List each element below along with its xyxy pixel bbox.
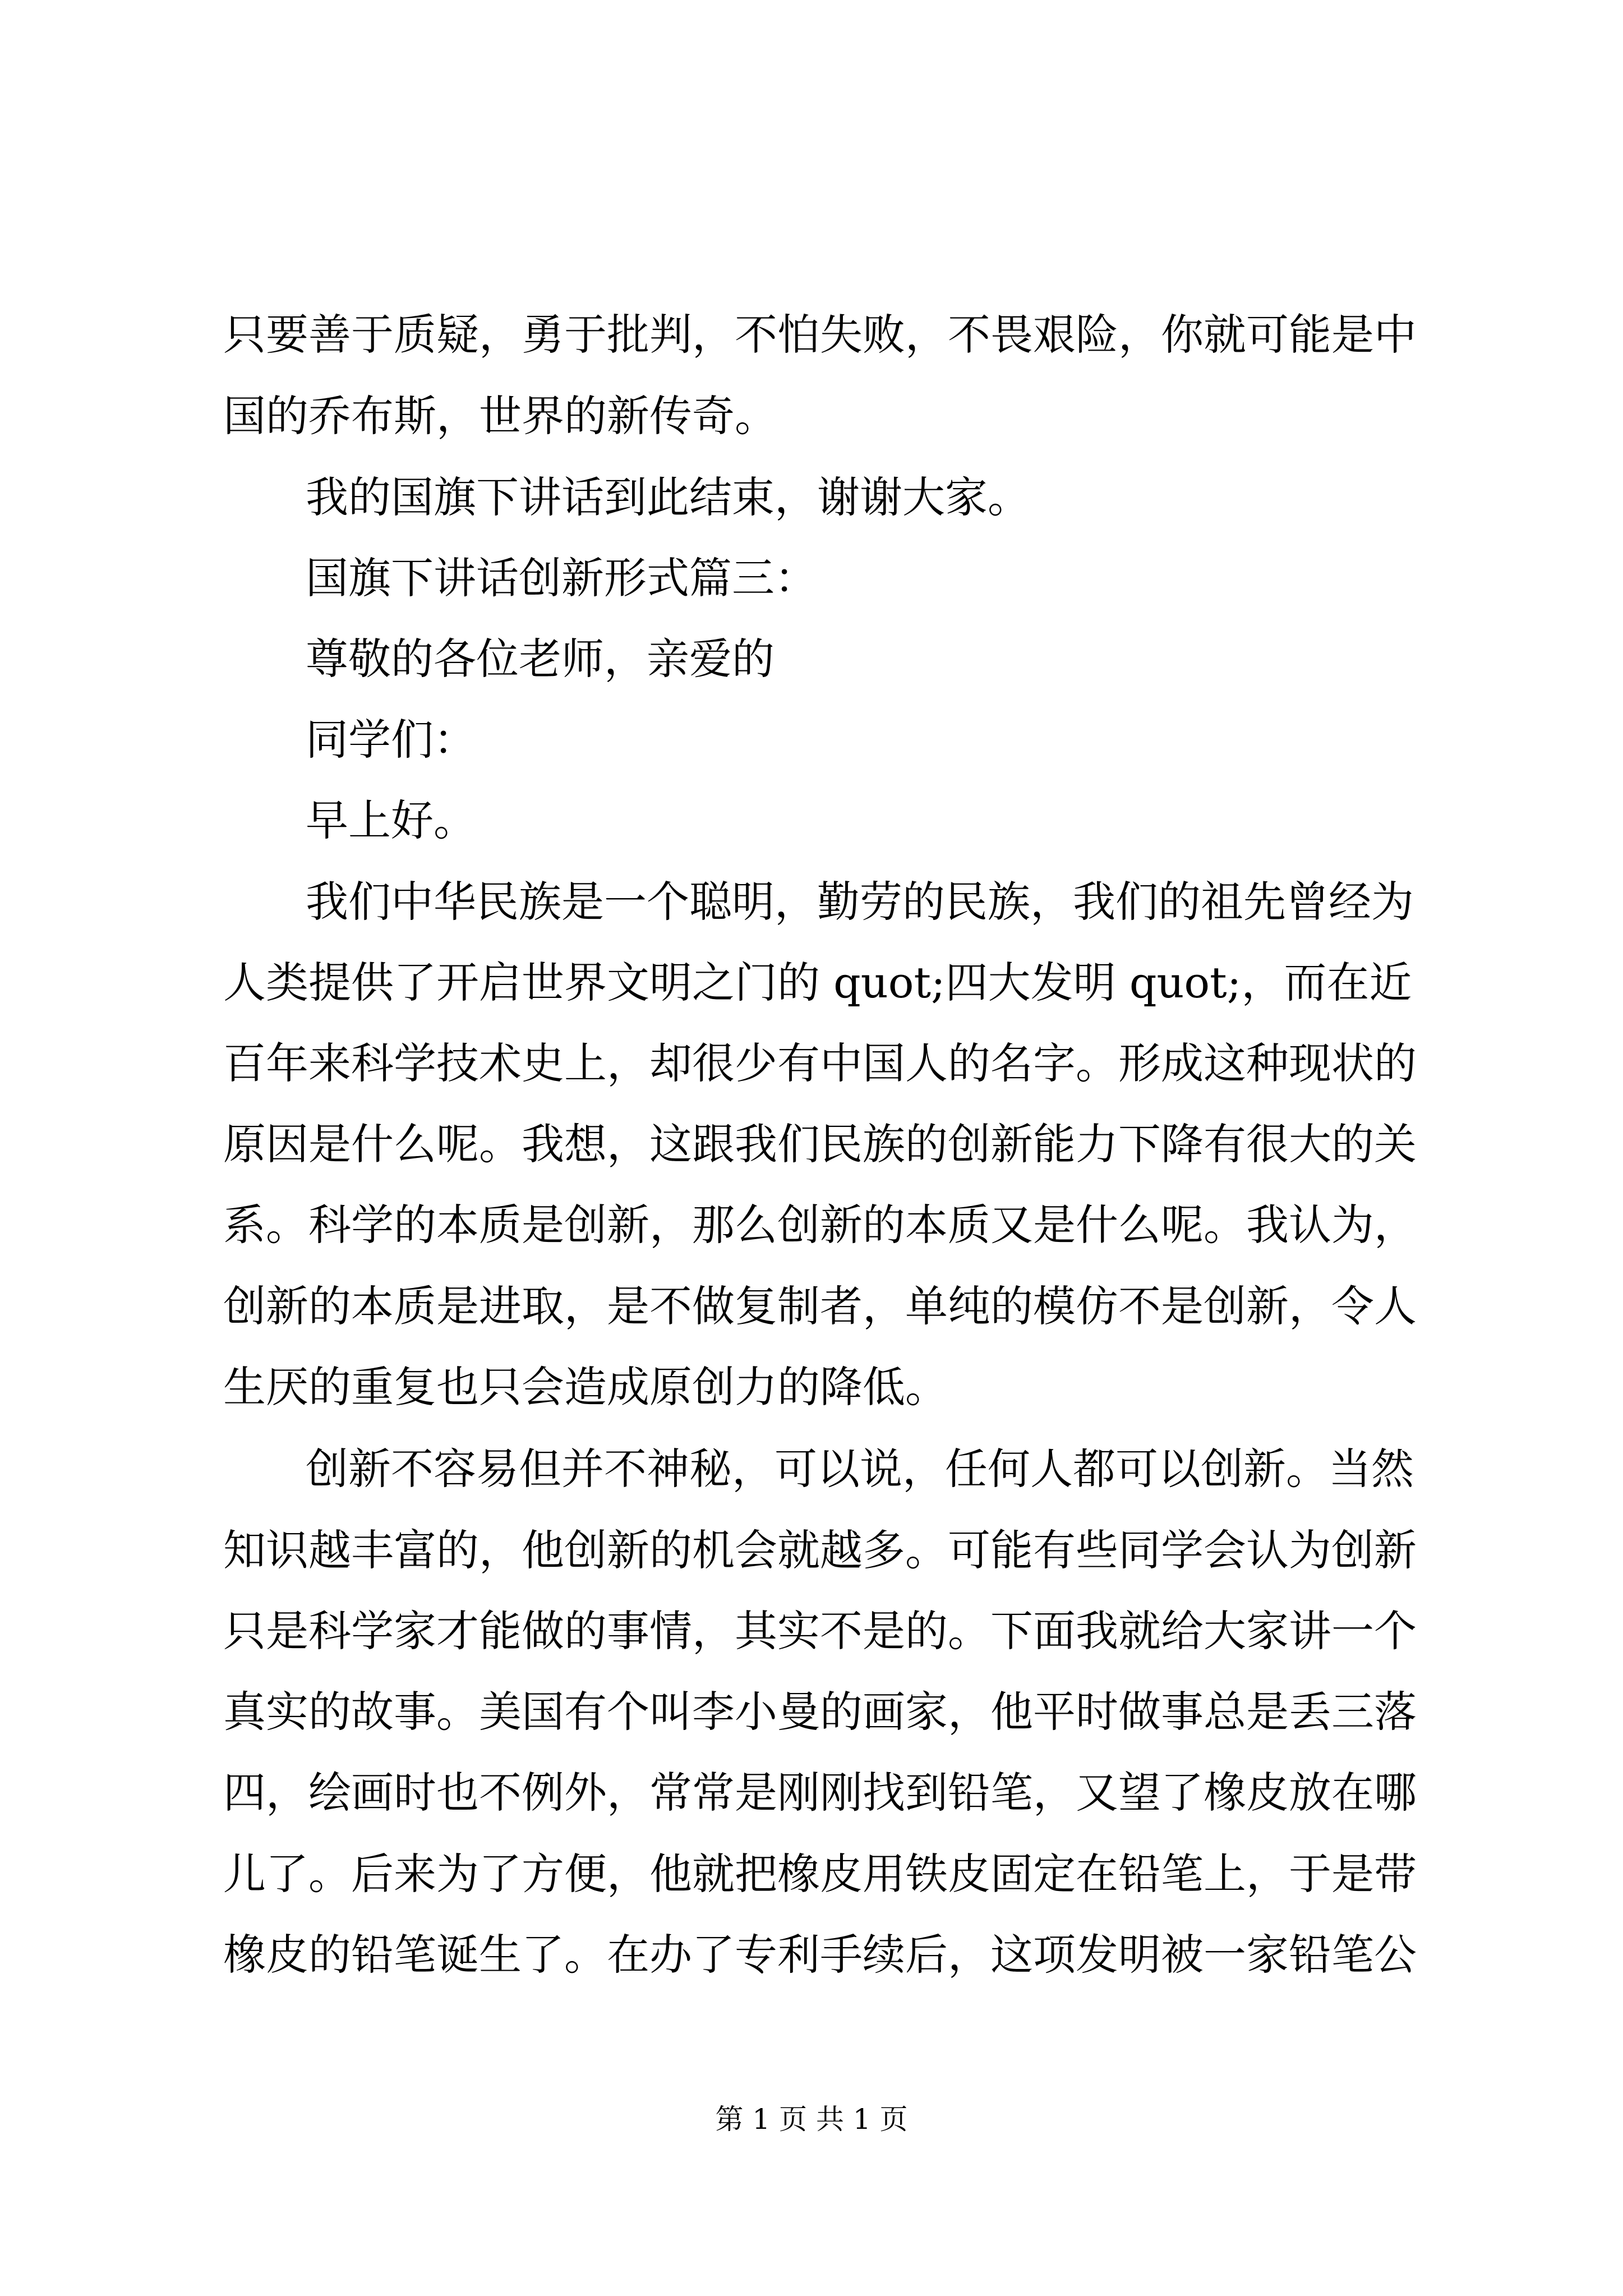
text-line: 只要善于质疑，勇于批判，不怕失败，不畏艰险，你就可能是中 — [223, 310, 1417, 360]
salutation-line: 同学们： — [306, 715, 476, 765]
text-line: 儿了。后来为了方便，他就把橡皮用铁皮固定在铅笔上，于是带 — [223, 1849, 1417, 1899]
text-line: 只是科学家才能做的事情，其实不是的。下面我就给大家讲一个 — [223, 1606, 1417, 1656]
text-line: 橡皮的铅笔诞生了。在办了专利手续后，这项发明被一家铅笔公 — [223, 1930, 1417, 1980]
salutation-line: 尊敬的各位老师，亲爱的 — [306, 634, 774, 684]
text-line: 系。科学的本质是创新，那么创新的本质又是什么呢。我认为， — [223, 1200, 1417, 1250]
greeting-line: 早上好。 — [306, 795, 476, 845]
section-heading: 国旗下讲话创新形式篇三： — [306, 553, 817, 603]
text-line: 我的国旗下讲话到此结束，谢谢大家。 — [306, 472, 1030, 522]
text-line: 创新的本质是进取，是不做复制者，单纯的模仿不是创新，令人 — [223, 1281, 1417, 1331]
text-line: 人类提供了开启世界文明之门的 quot;四大发明 quot;，而在近 — [223, 958, 1412, 1007]
text-line: 原因是什么呢。我想，这跟我们民族的创新能力下降有很大的关 — [223, 1119, 1417, 1169]
text-line: 生厌的重复也只会造成原创力的降低。 — [223, 1362, 948, 1412]
text-line: 四，绘画时也不例外，常常是刚刚找到铅笔，又望了橡皮放在哪 — [223, 1768, 1417, 1818]
text-line: 百年来科学技术史上，却很少有中国人的名字。形成这种现状的 — [223, 1038, 1417, 1088]
text-line: 真实的故事。美国有个叫李小曼的画家，他平时做事总是丢三落 — [223, 1687, 1417, 1737]
text-line: 国的乔布斯，世界的新传奇。 — [223, 391, 777, 441]
text-line: 我们中华民族是一个聪明，勤劳的民族，我们的祖先曾经为 — [306, 877, 1414, 927]
text-line: 知识越丰富的，他创新的机会就越多。可能有些同学会认为创新 — [223, 1525, 1417, 1575]
page-number-footer: 第 1 页 共 1 页 — [715, 2103, 908, 2136]
text-line: 创新不容易但并不神秘，可以说，任何人都可以创新。当然 — [306, 1444, 1414, 1494]
